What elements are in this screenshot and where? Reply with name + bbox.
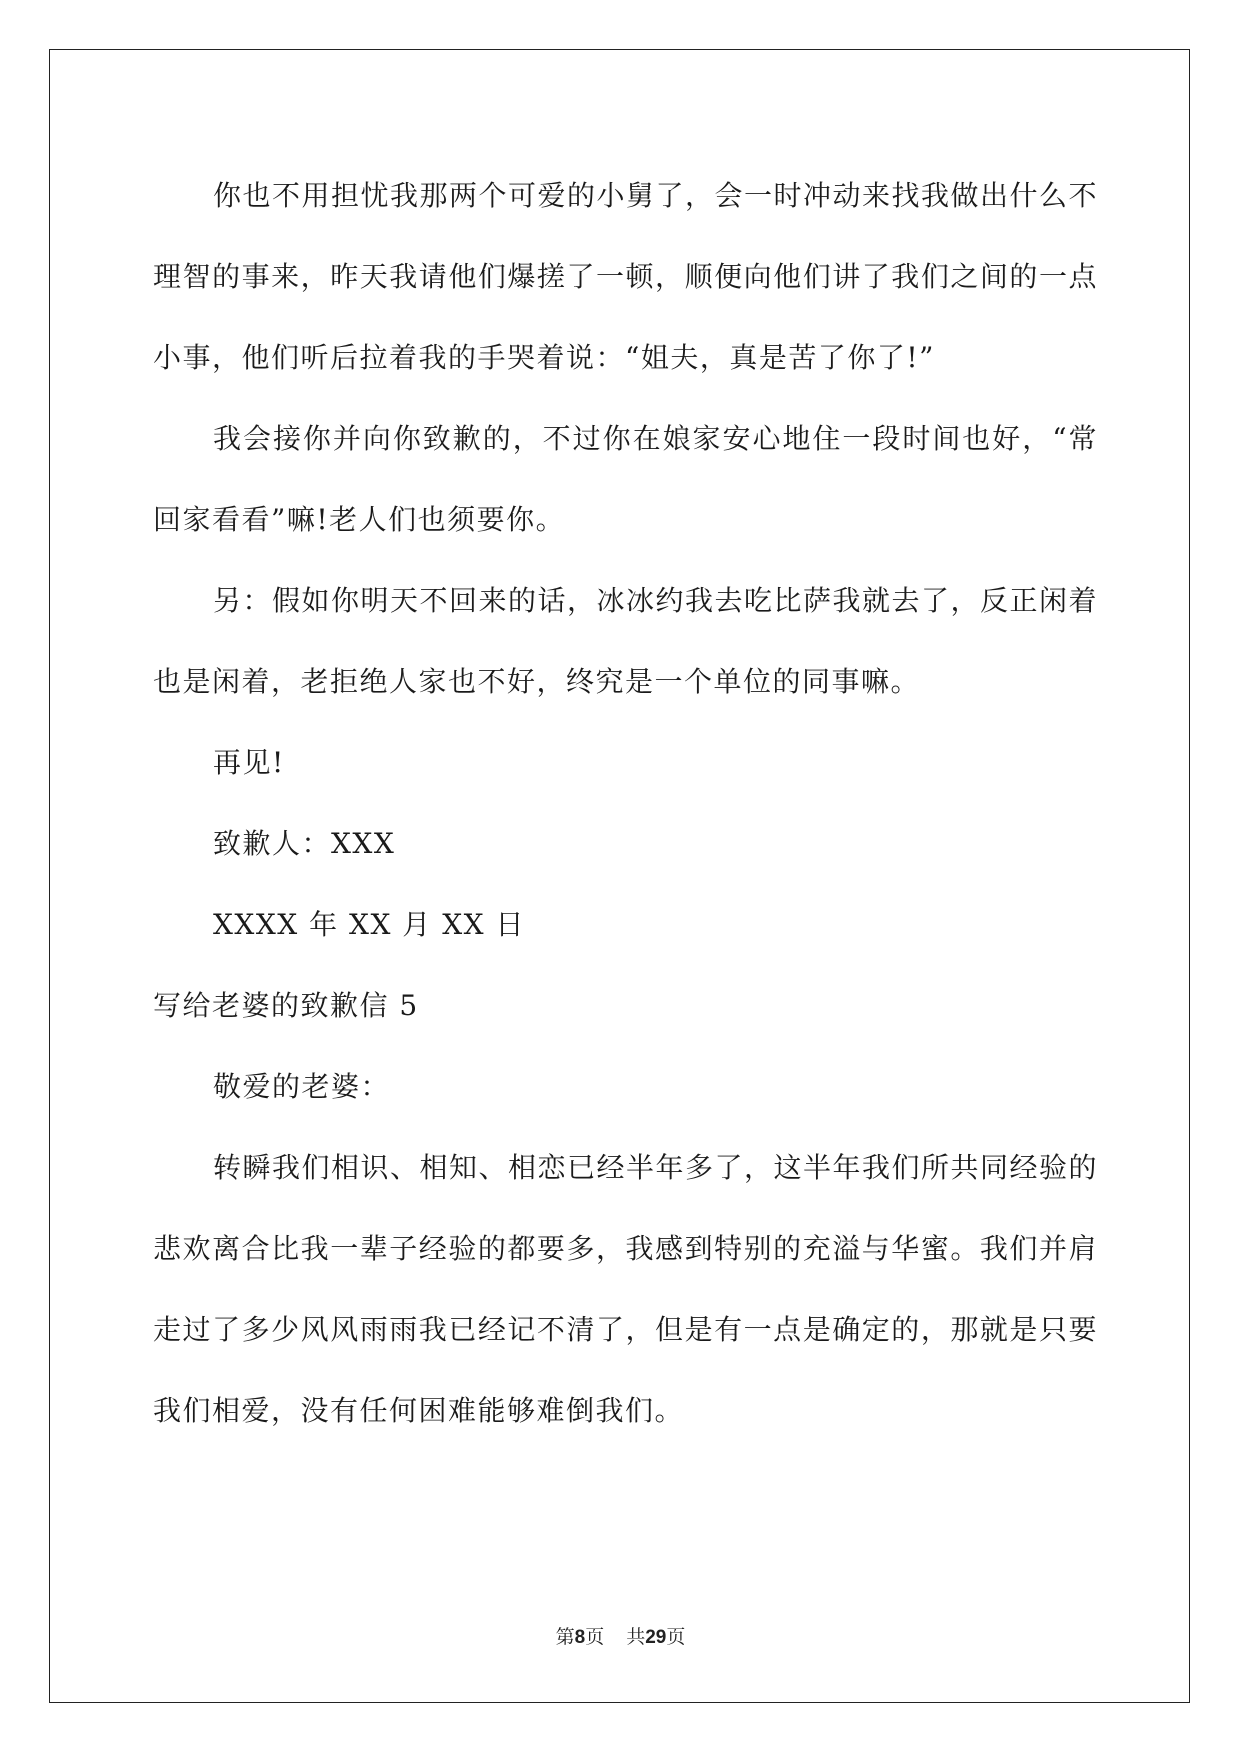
paragraph: 再见! <box>213 746 285 779</box>
paragraph: 另：假如你明天不回来的话，冰冰约我去吃比萨我就去了，反正闲着也是闲着，老拒绝人家也不好，终究是一个单位的同事嘛。 <box>153 584 1099 698</box>
date-line: XXXX 年 XX 月 XX 日 <box>213 908 525 941</box>
document-body <box>153 155 1098 1451</box>
page-prefix: 第 <box>555 1626 575 1648</box>
page-number: 8 <box>574 1627 586 1648</box>
total-pages: 29 <box>645 1627 667 1648</box>
section-heading: 写给老婆的致歉信 5 <box>153 989 419 1022</box>
paragraph: 你也不用担忧我那两个可爱的小舅了，会一时冲动来找我做出什么不理智的事来，昨天我请他们爆搓了一顿，顺便向他们讲了我们之间的一点小事，他们听后拉着我的手哭着说：“姐夫，真是苦了你了!” <box>153 179 1099 374</box>
page-suffix: 页 <box>585 1626 605 1648</box>
salutation: 敬爱的老婆： <box>213 1070 391 1103</box>
paragraph: 我会接你并向你致歉的，不过你在娘家安心地住一段时间也好，“常回家看看”嘛!老人们也须要你。 <box>153 422 1098 536</box>
total-suffix: 页 <box>666 1626 686 1648</box>
page-footer <box>0 1622 1241 1649</box>
paragraph: 转瞬我们相识、相知、相恋已经半年多了，这半年我们所共同经验的悲欢离合比我一辈子经验的都要多，我感到特别的充溢与华蜜。我们并肩走过了多少风风雨雨我已经记不清了，但是有一点是确定的，那就是只要我们相爱，没有任何困难能够难倒我们。 <box>153 1151 1099 1427</box>
total-prefix: 共 <box>626 1626 646 1648</box>
signature-line: 致歉人：XXX <box>213 827 396 860</box>
